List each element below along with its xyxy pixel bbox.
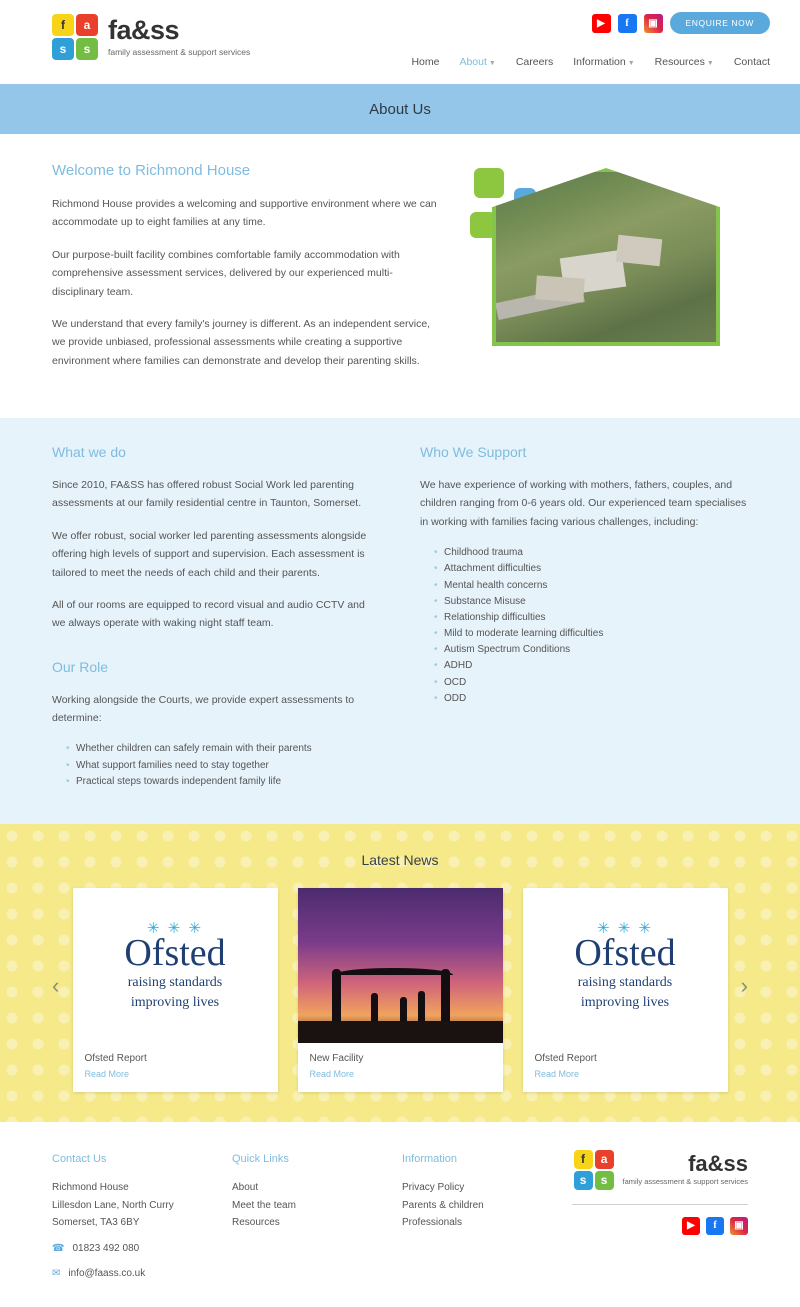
header-social-row	[592, 12, 770, 34]
chevron-down-icon: ▼	[488, 60, 496, 67]
site-footer	[0, 1122, 800, 1307]
footer-logo-block-a: a	[595, 1150, 614, 1169]
aerial-photo-image	[492, 168, 720, 346]
footer-logo-block-f: f	[574, 1150, 593, 1169]
instagram-icon[interactable]	[730, 1217, 748, 1235]
list-item: • Autism Spectrum Conditions	[434, 642, 748, 658]
instagram-glyph: ▣	[648, 17, 658, 29]
list-item: • Mental health concerns	[434, 578, 748, 594]
who-we-support-list	[420, 545, 748, 707]
ofsted-tagline-1: raising standards	[577, 975, 673, 991]
footer-contact-column	[52, 1150, 232, 1283]
nav-item-resources[interactable]	[655, 56, 714, 68]
nav-item-contact[interactable]: Contact	[733, 56, 770, 68]
welcome-paragraph-2: Our purpose-built facility combines comfortable family accommodation with comprehensive assessment services, delivered by our experienced multi-disciplinary team.	[52, 248, 400, 298]
nav-item-about[interactable]	[459, 56, 495, 68]
footer-logo-block-s1: s	[574, 1171, 593, 1190]
site-logo[interactable]	[52, 14, 250, 60]
info-section	[0, 418, 800, 824]
news-card-body	[298, 1043, 503, 1092]
footer-link-professionals[interactable]: Professionals	[402, 1217, 463, 1229]
footer-logo-name: fa&ss	[688, 1151, 748, 1177]
news-card-title: Ofsted Report	[534, 1052, 597, 1064]
ofsted-tagline-2: improving lives	[130, 995, 220, 1011]
facebook-glyph: f	[625, 17, 629, 29]
news-card-list	[0, 888, 800, 1092]
read-more-link[interactable]: Read More	[534, 1068, 580, 1079]
youtube-icon[interactable]	[592, 14, 611, 33]
read-more-link[interactable]: Read More	[84, 1068, 130, 1079]
news-card-media	[298, 888, 503, 1043]
list-item: • Substance Misuse	[434, 594, 748, 610]
main-nav	[411, 56, 770, 68]
photo-building-3	[535, 276, 585, 303]
ofsted-stars: ✳ ✳ ✳	[596, 920, 654, 938]
footer-quick-links-column	[232, 1150, 402, 1283]
logo-name: fa&ss	[108, 15, 180, 45]
our-role-intro: Working alongside the Courts, we provide expert assessments to determine:	[52, 693, 355, 724]
list-item: • Mild to moderate learning difficulties	[434, 626, 748, 642]
our-role-list	[52, 741, 380, 790]
footer-social-row	[572, 1217, 748, 1235]
nav-item-resources-label: Resources	[654, 56, 705, 68]
list-item: • Practical steps towards independent family life	[66, 774, 380, 790]
ofsted-tagline-1: raising standards	[127, 975, 223, 991]
logo-text	[108, 17, 250, 57]
latest-news-section	[0, 824, 800, 1122]
footer-logo-tagline: family assessment & support services	[622, 1177, 748, 1187]
photo-building-2	[616, 234, 663, 266]
facebook-icon[interactable]	[706, 1217, 724, 1235]
news-card[interactable]	[523, 888, 728, 1092]
nav-item-information[interactable]	[573, 56, 634, 68]
footer-logo-text	[623, 1153, 748, 1186]
list-item: • ODD	[434, 691, 748, 707]
info-right-column	[420, 444, 748, 790]
footer-address-line-3: Somerset, TA3 6BY	[52, 1217, 140, 1229]
footer-divider	[572, 1204, 748, 1205]
footer-brand-column	[572, 1150, 748, 1283]
carousel-next-icon[interactable]: ›	[740, 972, 748, 998]
logo-tagline: family assessment & support services	[108, 47, 251, 57]
list-item: • ADHD	[434, 658, 748, 674]
footer-link-parents-children[interactable]: Parents & children	[402, 1199, 484, 1211]
news-card-media	[73, 888, 278, 1043]
footer-email-value: info@faass.co.uk	[68, 1268, 146, 1280]
footer-logo-block-s2: s	[595, 1171, 614, 1190]
welcome-paragraph-1: Richmond House provides a welcoming and supportive environment where we can accommodate up to eight families at any time.	[52, 198, 437, 229]
what-we-do-title: What we do	[52, 444, 126, 460]
welcome-paragraph-3: We understand that every family's journey is different. As an independent service, we provide unbiased, professional assessments while creating a supportive environment where families can demonstrate and develop their parenting skills.	[52, 317, 431, 367]
latest-news-title: Latest News	[361, 851, 439, 868]
our-role-title: Our Role	[52, 658, 109, 675]
welcome-section	[0, 134, 800, 418]
footer-logo[interactable]	[572, 1150, 748, 1190]
news-card-body	[73, 1043, 278, 1092]
news-card-body	[523, 1043, 728, 1092]
carousel-prev-icon[interactable]: ‹	[52, 972, 60, 998]
news-card-title: New Facility	[309, 1052, 364, 1064]
ofsted-stars: ✳ ✳ ✳	[146, 920, 204, 938]
youtube-icon[interactable]	[682, 1217, 700, 1235]
who-we-support-intro: We have experience of working with mothers, fathers, couples, and children ranging from 0-6 years old. Our experienced team specialises in working with families facing various challenges, including:	[420, 479, 747, 528]
read-more-link[interactable]: Read More	[309, 1068, 355, 1079]
chevron-down-icon: ▼	[706, 60, 714, 67]
envelope-icon: ✉	[52, 1268, 61, 1280]
logo-block-s1: s	[52, 38, 74, 60]
ground-silhouette	[298, 1021, 503, 1043]
list-item: • What support families need to stay together	[66, 758, 380, 774]
phone-icon: ☎	[52, 1242, 65, 1254]
ofsted-wordmark: Ofsted	[574, 932, 676, 975]
list-item: • Childhood trauma	[434, 545, 748, 561]
site-header	[0, 0, 800, 84]
what-we-do-paragraph-2: We offer robust, social worker led parenting assessments alongside offering high levels of support and supervision. Each assessment is tailored to meet the needs of each child and their parents.	[52, 529, 367, 579]
nav-item-careers[interactable]: Careers	[515, 56, 554, 68]
footer-link-resources[interactable]: Resources	[232, 1217, 280, 1229]
aerial-photo	[492, 168, 720, 346]
logo-block-a: a	[76, 14, 98, 36]
news-card-title: Ofsted Report	[84, 1052, 147, 1064]
news-card[interactable]	[73, 888, 278, 1092]
nav-item-information-label: Information	[573, 56, 626, 68]
footer-contact-title: Contact Us	[52, 1152, 107, 1165]
info-left-column	[52, 444, 380, 790]
page-banner	[0, 84, 800, 134]
list-item: • Relationship difficulties	[434, 610, 748, 626]
ofsted-logo	[124, 919, 225, 1011]
nav-item-home[interactable]: Home	[411, 56, 440, 68]
ofsted-logo	[574, 919, 675, 1011]
footer-phone-value: 01823 492 080	[72, 1242, 140, 1254]
youtube-glyph: ▶	[687, 1220, 695, 1232]
footer-logo-blocks	[574, 1150, 614, 1190]
list-item: • OCD	[434, 675, 748, 691]
list-item: • Attachment difficulties	[434, 561, 748, 577]
ofsted-wordmark: Ofsted	[124, 932, 226, 975]
ofsted-tagline-2: improving lives	[580, 995, 670, 1011]
news-card[interactable]	[298, 888, 503, 1092]
logo-blocks	[52, 14, 98, 60]
footer-link-meet-the-team[interactable]: Meet the team	[232, 1199, 296, 1211]
family-silhouette-photo	[298, 888, 503, 1043]
footer-phone[interactable]	[52, 1240, 232, 1258]
instagram-icon[interactable]	[644, 14, 663, 33]
page-title: About Us	[369, 100, 431, 118]
facebook-icon[interactable]	[618, 14, 637, 33]
logo-block-f: f	[52, 14, 74, 36]
footer-information-title: Information	[402, 1152, 458, 1165]
what-we-do-paragraph-1: Since 2010, FA&SS has offered robust Social Work led parenting assessments at our family residential centre in Taunton, Somerset.	[52, 479, 362, 510]
footer-link-privacy-policy[interactable]: Privacy Policy	[402, 1182, 465, 1194]
footer-quick-links-title: Quick Links	[232, 1152, 289, 1165]
enquire-now-button[interactable]: ENQUIRE NOW	[670, 12, 770, 34]
news-card-media	[523, 888, 728, 1043]
who-we-support-title: Who We Support	[420, 444, 527, 460]
footer-email[interactable]	[52, 1265, 232, 1283]
instagram-glyph: ▣	[734, 1220, 744, 1232]
youtube-glyph: ▶	[597, 17, 605, 29]
what-we-do-paragraph-3: All of our rooms are equipped to record visual and audio CCTV and we always operate with waking night staff team.	[52, 598, 365, 630]
welcome-title: Welcome to Richmond House	[52, 162, 251, 179]
welcome-image-column	[468, 162, 748, 384]
footer-address-line-2: Lillesdon Lane, North Curry	[52, 1199, 174, 1211]
logo-block-s2: s	[76, 38, 98, 60]
nav-item-about-label: About	[459, 56, 487, 68]
list-item: • Whether children can safely remain with their parents	[66, 741, 380, 757]
footer-information-column	[402, 1150, 572, 1283]
facebook-glyph: f	[713, 1220, 717, 1232]
chevron-down-icon: ▼	[627, 60, 635, 67]
footer-link-about[interactable]: About	[232, 1182, 259, 1194]
silhouette-arch	[334, 968, 453, 975]
welcome-text-column	[52, 162, 442, 384]
footer-address-line-1: Richmond House	[52, 1182, 129, 1194]
